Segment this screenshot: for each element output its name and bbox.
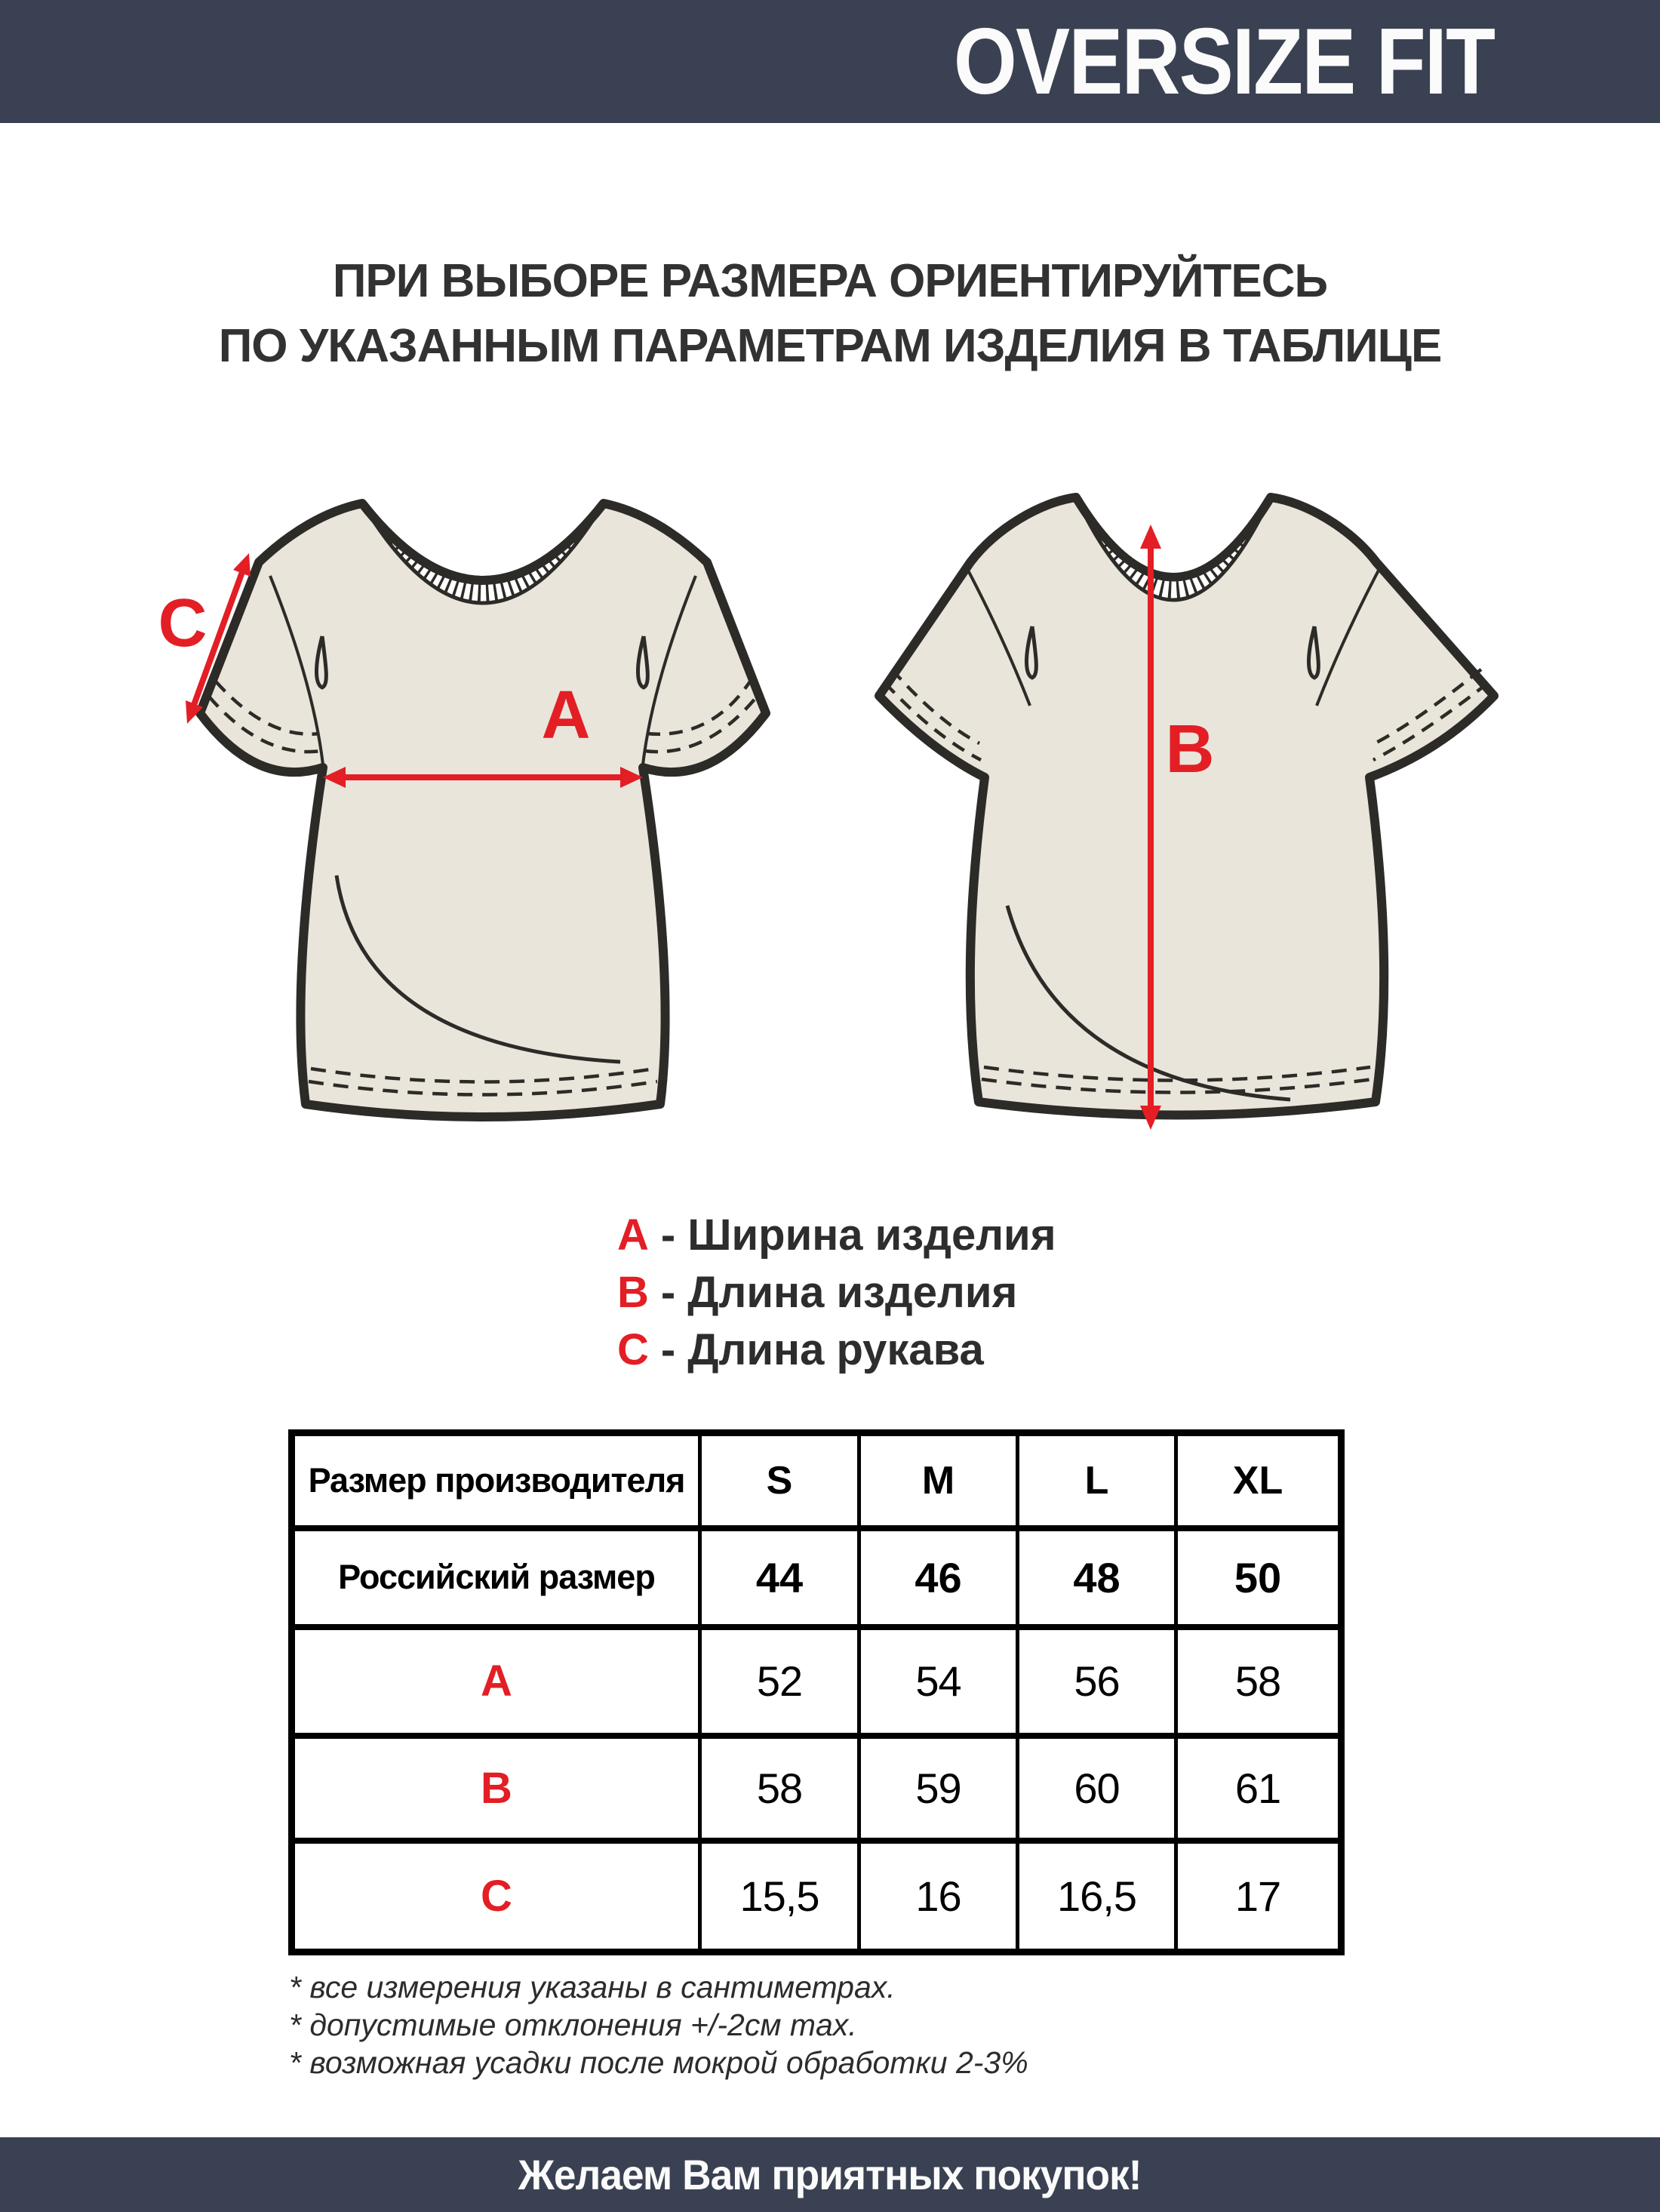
tshirt-front-diagram bbox=[136, 487, 800, 1151]
table-cell: 58 bbox=[700, 1736, 859, 1841]
table-cell: 54 bbox=[859, 1627, 1018, 1736]
table-cell: 50 bbox=[1176, 1528, 1342, 1627]
legend-separator: - bbox=[660, 1267, 676, 1317]
table-cell: 56 bbox=[1018, 1627, 1176, 1736]
row-key: B bbox=[292, 1736, 700, 1841]
legend-item-a bbox=[617, 1206, 1056, 1263]
legend-item-b bbox=[617, 1263, 1056, 1321]
legend-desc: Ширина изделия bbox=[687, 1210, 1056, 1260]
intro-heading bbox=[0, 249, 1660, 379]
table-row-manufacturer-size bbox=[292, 1433, 1342, 1528]
table-cell: 15,5 bbox=[700, 1841, 859, 1952]
footnotes bbox=[289, 1968, 1028, 2081]
table-cell: 58 bbox=[1176, 1627, 1342, 1736]
footnote-line: * все измерения указаны в сантиметрах. bbox=[289, 1970, 896, 2004]
table-cell: 17 bbox=[1176, 1841, 1342, 1952]
table-cell: 60 bbox=[1018, 1736, 1176, 1841]
table-cell: 44 bbox=[700, 1528, 859, 1627]
legend-separator: - bbox=[660, 1210, 676, 1260]
legend-item-c bbox=[617, 1321, 1056, 1378]
front-width-label: A bbox=[541, 678, 591, 753]
row-label: Российский размер bbox=[292, 1528, 700, 1627]
table-cell: 46 bbox=[859, 1528, 1018, 1627]
footer-message: Желаем Вам приятных покупок! bbox=[518, 2151, 1142, 2198]
tshirt-back-diagram bbox=[860, 487, 1524, 1151]
row-key: A bbox=[292, 1627, 700, 1736]
table-cell: 48 bbox=[1018, 1528, 1176, 1627]
table-row-measure-b bbox=[292, 1736, 1342, 1841]
table-row-measure-a bbox=[292, 1627, 1342, 1736]
table-cell: XL bbox=[1176, 1433, 1342, 1528]
back-length-label: B bbox=[1165, 712, 1215, 787]
header-bar bbox=[0, 0, 1660, 123]
measurement-legend bbox=[617, 1206, 1056, 1378]
intro-line-2: ПО УКАЗАННЫМ ПАРАМЕТРАМ ИЗДЕЛИЯ В ТАБЛИЦЕ bbox=[218, 320, 1442, 372]
table-cell: 52 bbox=[700, 1627, 859, 1736]
legend-separator: - bbox=[660, 1324, 676, 1374]
size-table bbox=[288, 1429, 1345, 1955]
legend-key: A bbox=[617, 1210, 649, 1260]
row-label: Размер производителя bbox=[292, 1433, 700, 1528]
table-row-measure-c bbox=[292, 1841, 1342, 1952]
legend-key: C bbox=[617, 1324, 649, 1374]
row-key: C bbox=[292, 1841, 700, 1952]
table-row-russian-size bbox=[292, 1528, 1342, 1627]
table-cell: L bbox=[1018, 1433, 1176, 1528]
table-cell: S bbox=[700, 1433, 859, 1528]
footnote-line: * возможная усадки после мокрой обработки 2-3% bbox=[289, 2045, 1028, 2080]
front-sleeve-label: C bbox=[158, 586, 208, 661]
table-cell: M bbox=[859, 1433, 1018, 1528]
footnote-line: * допустимые отклонения +/-2см max. bbox=[289, 2007, 857, 2042]
intro-line-1: ПРИ ВЫБОРЕ РАЗМЕРА ОРИЕНТИРУЙТЕСЬ bbox=[332, 255, 1328, 307]
table-cell: 59 bbox=[859, 1736, 1018, 1841]
table-cell: 16 bbox=[859, 1841, 1018, 1952]
legend-key: B bbox=[617, 1267, 649, 1317]
footer-bar bbox=[0, 2137, 1660, 2212]
legend-desc: Длина рукава bbox=[687, 1324, 984, 1374]
legend-desc: Длина изделия bbox=[687, 1267, 1018, 1317]
page-title: OVERSIZE FIT bbox=[953, 9, 1494, 114]
table-cell: 16,5 bbox=[1018, 1841, 1176, 1952]
table-cell: 61 bbox=[1176, 1736, 1342, 1841]
